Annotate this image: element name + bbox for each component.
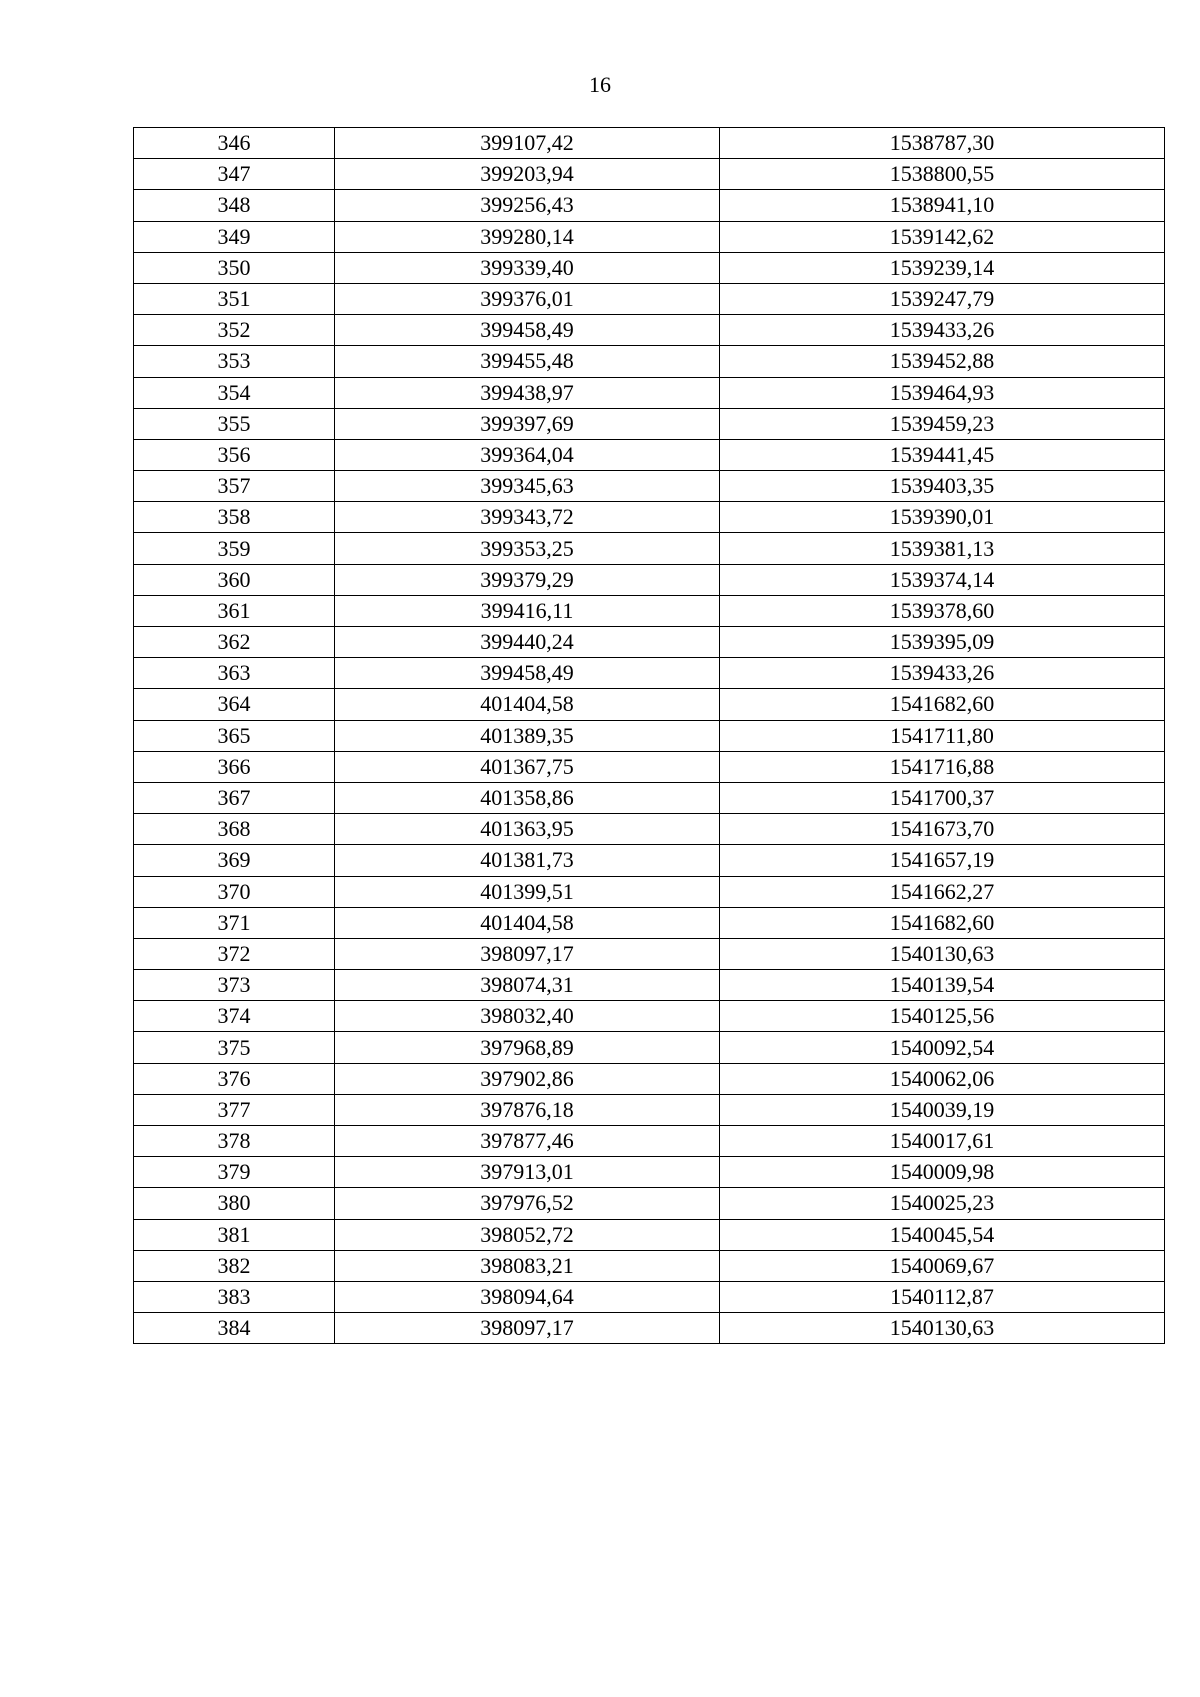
- y-coordinate-cell: 1539452,88: [720, 346, 1165, 377]
- table-row: [134, 408, 1165, 439]
- x-coordinate-cell: 399107,42: [335, 128, 720, 159]
- table-row: [134, 627, 1165, 658]
- x-coordinate-cell: 398097,17: [335, 938, 720, 969]
- y-coordinate-cell: 1540062,06: [720, 1063, 1165, 1094]
- point-number-cell: 355: [134, 408, 335, 439]
- table-row: [134, 128, 1165, 159]
- x-coordinate-cell: 397877,46: [335, 1126, 720, 1157]
- y-coordinate-cell: 1541673,70: [720, 814, 1165, 845]
- point-number-cell: 351: [134, 283, 335, 314]
- table-row: [134, 377, 1165, 408]
- y-coordinate-cell: 1538800,55: [720, 159, 1165, 190]
- point-number-cell: 358: [134, 502, 335, 533]
- x-coordinate-cell: 398074,31: [335, 970, 720, 1001]
- x-coordinate-cell: 399440,24: [335, 627, 720, 658]
- table-row: [134, 782, 1165, 813]
- x-coordinate-cell: 398094,64: [335, 1281, 720, 1312]
- point-number-cell: 360: [134, 564, 335, 595]
- x-coordinate-cell: 397902,86: [335, 1063, 720, 1094]
- x-coordinate-cell: 398097,17: [335, 1313, 720, 1344]
- x-coordinate-cell: 397876,18: [335, 1094, 720, 1125]
- y-coordinate-cell: 1539459,23: [720, 408, 1165, 439]
- x-coordinate-cell: 401363,95: [335, 814, 720, 845]
- y-coordinate-cell: 1540130,63: [720, 1313, 1165, 1344]
- point-number-cell: 350: [134, 252, 335, 283]
- x-coordinate-cell: 399455,48: [335, 346, 720, 377]
- x-coordinate-cell: 399203,94: [335, 159, 720, 190]
- table-row: [134, 1157, 1165, 1188]
- x-coordinate-cell: 399438,97: [335, 377, 720, 408]
- y-coordinate-cell: 1540069,67: [720, 1250, 1165, 1281]
- y-coordinate-cell: 1538941,10: [720, 190, 1165, 221]
- point-number-cell: 382: [134, 1250, 335, 1281]
- point-number-cell: 363: [134, 658, 335, 689]
- table-row: [134, 658, 1165, 689]
- table-row: [134, 190, 1165, 221]
- y-coordinate-cell: 1540009,98: [720, 1157, 1165, 1188]
- x-coordinate-cell: 401404,58: [335, 907, 720, 938]
- page-number: 16: [589, 72, 611, 97]
- table-row: [134, 1126, 1165, 1157]
- point-number-cell: 346: [134, 128, 335, 159]
- point-number-cell: 379: [134, 1157, 335, 1188]
- point-number-cell: 367: [134, 782, 335, 813]
- point-number-cell: 361: [134, 595, 335, 626]
- x-coordinate-cell: 399343,72: [335, 502, 720, 533]
- table-row: [134, 221, 1165, 252]
- table-row: [134, 315, 1165, 346]
- table-row: [134, 1188, 1165, 1219]
- point-number-cell: 372: [134, 938, 335, 969]
- point-number-cell: 375: [134, 1032, 335, 1063]
- x-coordinate-cell: 397968,89: [335, 1032, 720, 1063]
- point-number-cell: 349: [134, 221, 335, 252]
- point-number-cell: 353: [134, 346, 335, 377]
- y-coordinate-cell: 1540025,23: [720, 1188, 1165, 1219]
- y-coordinate-cell: 1540039,19: [720, 1094, 1165, 1125]
- y-coordinate-cell: 1539441,45: [720, 439, 1165, 470]
- x-coordinate-cell: 401367,75: [335, 751, 720, 782]
- table-row: [134, 1313, 1165, 1344]
- y-coordinate-cell: 1541716,88: [720, 751, 1165, 782]
- x-coordinate-cell: 399364,04: [335, 439, 720, 470]
- y-coordinate-cell: 1539247,79: [720, 283, 1165, 314]
- x-coordinate-cell: 398052,72: [335, 1219, 720, 1250]
- y-coordinate-cell: 1539433,26: [720, 658, 1165, 689]
- table-row: [134, 1219, 1165, 1250]
- table-row: [134, 252, 1165, 283]
- y-coordinate-cell: 1540112,87: [720, 1281, 1165, 1312]
- point-number-cell: 377: [134, 1094, 335, 1125]
- y-coordinate-cell: 1541657,19: [720, 845, 1165, 876]
- table-row: [134, 1250, 1165, 1281]
- x-coordinate-cell: 399379,29: [335, 564, 720, 595]
- coordinates-table-body: [134, 128, 1165, 1344]
- y-coordinate-cell: 1541711,80: [720, 720, 1165, 751]
- x-coordinate-cell: 401358,86: [335, 782, 720, 813]
- point-number-cell: 376: [134, 1063, 335, 1094]
- x-coordinate-cell: 399458,49: [335, 315, 720, 346]
- y-coordinate-cell: 1540017,61: [720, 1126, 1165, 1157]
- y-coordinate-cell: 1539390,01: [720, 502, 1165, 533]
- x-coordinate-cell: 399376,01: [335, 283, 720, 314]
- table-row: [134, 502, 1165, 533]
- point-number-cell: 366: [134, 751, 335, 782]
- x-coordinate-cell: 399353,25: [335, 533, 720, 564]
- y-coordinate-cell: 1541682,60: [720, 907, 1165, 938]
- point-number-cell: 352: [134, 315, 335, 346]
- y-coordinate-cell: 1539464,93: [720, 377, 1165, 408]
- table-row: [134, 845, 1165, 876]
- x-coordinate-cell: 397913,01: [335, 1157, 720, 1188]
- y-coordinate-cell: 1539403,35: [720, 471, 1165, 502]
- y-coordinate-cell: 1539433,26: [720, 315, 1165, 346]
- y-coordinate-cell: 1541682,60: [720, 689, 1165, 720]
- y-coordinate-cell: 1539374,14: [720, 564, 1165, 595]
- table-row: [134, 595, 1165, 626]
- table-row: [134, 283, 1165, 314]
- table-row: [134, 814, 1165, 845]
- x-coordinate-cell: 397976,52: [335, 1188, 720, 1219]
- point-number-cell: 354: [134, 377, 335, 408]
- point-number-cell: 381: [134, 1219, 335, 1250]
- point-number-cell: 362: [134, 627, 335, 658]
- x-coordinate-cell: 399339,40: [335, 252, 720, 283]
- y-coordinate-cell: 1539378,60: [720, 595, 1165, 626]
- x-coordinate-cell: 401404,58: [335, 689, 720, 720]
- x-coordinate-cell: 398083,21: [335, 1250, 720, 1281]
- table-row: [134, 907, 1165, 938]
- x-coordinate-cell: 399345,63: [335, 471, 720, 502]
- point-number-cell: 359: [134, 533, 335, 564]
- x-coordinate-cell: 399416,11: [335, 595, 720, 626]
- coordinates-table: [133, 127, 1165, 1344]
- y-coordinate-cell: 1540139,54: [720, 970, 1165, 1001]
- point-number-cell: 384: [134, 1313, 335, 1344]
- table-row: [134, 471, 1165, 502]
- table-row: [134, 720, 1165, 751]
- point-number-cell: 383: [134, 1281, 335, 1312]
- x-coordinate-cell: 399256,43: [335, 190, 720, 221]
- y-coordinate-cell: 1539395,09: [720, 627, 1165, 658]
- x-coordinate-cell: 401399,51: [335, 876, 720, 907]
- table-row: [134, 751, 1165, 782]
- y-coordinate-cell: 1541662,27: [720, 876, 1165, 907]
- point-number-cell: 364: [134, 689, 335, 720]
- table-row: [134, 439, 1165, 470]
- table-row: [134, 938, 1165, 969]
- table-row: [134, 876, 1165, 907]
- y-coordinate-cell: 1541700,37: [720, 782, 1165, 813]
- x-coordinate-cell: 399458,49: [335, 658, 720, 689]
- y-coordinate-cell: 1540125,56: [720, 1001, 1165, 1032]
- table-row: [134, 1281, 1165, 1312]
- x-coordinate-cell: 401381,73: [335, 845, 720, 876]
- y-coordinate-cell: 1540045,54: [720, 1219, 1165, 1250]
- point-number-cell: 356: [134, 439, 335, 470]
- table-row: [134, 1001, 1165, 1032]
- table-row: [134, 970, 1165, 1001]
- y-coordinate-cell: 1539239,14: [720, 252, 1165, 283]
- table-row: [134, 689, 1165, 720]
- point-number-cell: 348: [134, 190, 335, 221]
- y-coordinate-cell: 1539142,62: [720, 221, 1165, 252]
- table-row: [134, 564, 1165, 595]
- point-number-cell: 357: [134, 471, 335, 502]
- y-coordinate-cell: 1539381,13: [720, 533, 1165, 564]
- x-coordinate-cell: 399280,14: [335, 221, 720, 252]
- x-coordinate-cell: 399397,69: [335, 408, 720, 439]
- point-number-cell: 365: [134, 720, 335, 751]
- table-row: [134, 346, 1165, 377]
- point-number-cell: 378: [134, 1126, 335, 1157]
- point-number-cell: 370: [134, 876, 335, 907]
- point-number-cell: 380: [134, 1188, 335, 1219]
- x-coordinate-cell: 401389,35: [335, 720, 720, 751]
- point-number-cell: 369: [134, 845, 335, 876]
- x-coordinate-cell: 398032,40: [335, 1001, 720, 1032]
- table-row: [134, 1094, 1165, 1125]
- point-number-cell: 371: [134, 907, 335, 938]
- point-number-cell: 368: [134, 814, 335, 845]
- point-number-cell: 374: [134, 1001, 335, 1032]
- point-number-cell: 373: [134, 970, 335, 1001]
- y-coordinate-cell: 1540092,54: [720, 1032, 1165, 1063]
- table-row: [134, 533, 1165, 564]
- point-number-cell: 347: [134, 159, 335, 190]
- y-coordinate-cell: 1540130,63: [720, 938, 1165, 969]
- table-row: [134, 1063, 1165, 1094]
- table-row: [134, 1032, 1165, 1063]
- y-coordinate-cell: 1538787,30: [720, 128, 1165, 159]
- table-row: [134, 159, 1165, 190]
